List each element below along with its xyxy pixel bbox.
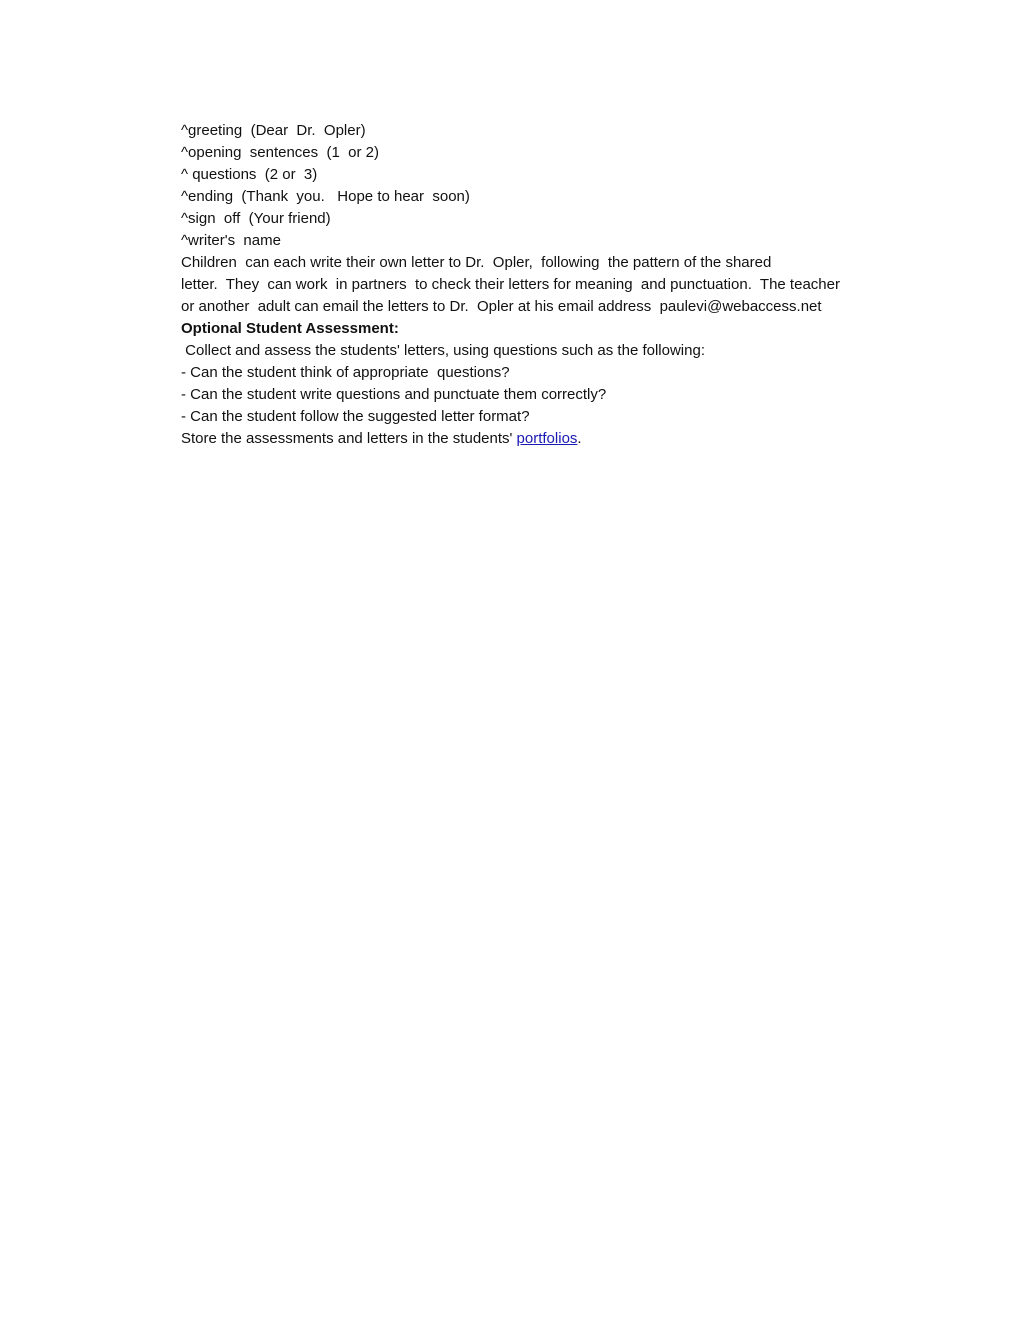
assessment-intro: Collect and assess the students' letters, using questions such as the following: [181,342,705,359]
format-line-opening: ^opening sentences (1 or 2) [181,144,379,161]
paragraph-line-2: letter. They can work in partners to check their letters for meaning and punctuation. The teacher [181,276,840,293]
format-line-questions: ^ questions (2 or 3) [181,166,318,183]
assessment-question-3: - Can the student follow the suggested letter format? [181,408,530,425]
store-line-prefix: Store the assessments and letters in the students' [181,430,517,447]
paragraph-line-3: or another adult can email the letters to Dr. Opler at his email address paulevi@webaccess.net [181,298,822,315]
assessment-question-2: - Can the student write questions and punctuate them correctly? [181,386,607,403]
format-line-ending: ^ending (Thank you. Hope to hear soon) [181,188,470,205]
assessment-question-1: - Can the student think of appropriate questions? [181,364,510,381]
format-line-writer-name: ^writer's name [181,232,281,249]
format-line-sign-off: ^sign off (Your friend) [181,210,331,227]
store-line [181,428,911,450]
document-body [181,120,911,450]
portfolios-link[interactable]: portfolios [516,430,578,447]
store-line-suffix: . [577,430,582,447]
paragraph-line-1: Children can each write their own letter to Dr. Opler, following the pattern of the shared [181,254,772,271]
assessment-heading: Optional Student Assessment: [181,320,399,337]
format-line-greeting: ^greeting (Dear Dr. Opler) [181,122,366,139]
